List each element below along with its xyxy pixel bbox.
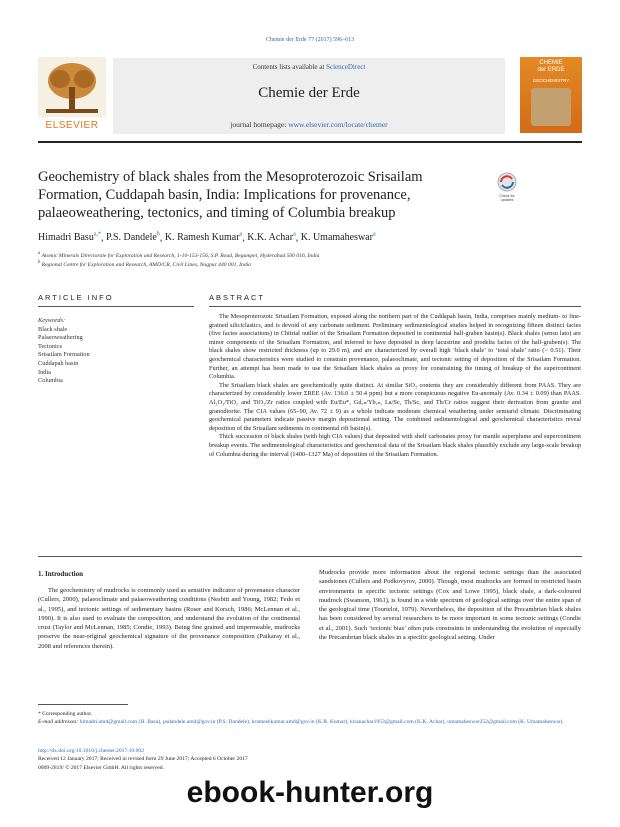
footnote-rule <box>38 704 128 705</box>
article-info-rule <box>38 306 194 307</box>
elsevier-wordmark: ELSEVIER <box>45 120 99 131</box>
abstract-paragraph-2: The Srisailam black shales are geochemically quite distinct. At similar SiO₂ contents they are considerably different from PAAS. They are characterized by considerably lower ΣREE (Av. 136.0 ± 50.4 ppm) but a more conspicuous negative Eu-anomaly (Av. 0.34 ± 0.09) than PAAS. Al₂O₃/TiO₂ and TiO₂/Zr ratios coupled with Eu/Eu*, Gd꜀ₙ/Yb꜀ₙ, La/Sc, Th/Sc, and Th/Cr ratios suggest their derivation from granite and granodiorite. The CIA values (65–90, Av. 72 ± 9) as a whole indicate moderate chemical weathering under semiarid climate. Discriminating geochemical parameters indicate passive margin depositional setting. The combined sedimentological and geochemical characteristics reveal deposition of the Srisailam sediments in continental rift basin(s). <box>209 381 581 432</box>
author-affiliation-sup: b <box>156 232 160 238</box>
keywords-list <box>38 326 188 386</box>
author-name[interactable] <box>106 232 160 243</box>
header-rule <box>38 141 582 143</box>
author-affiliation-sup: a <box>372 232 376 238</box>
keyword-item: Cuddapah basin <box>38 359 79 367</box>
author-name[interactable] <box>165 232 242 243</box>
contents-prefix: Contents lists available at <box>252 63 327 71</box>
sciencedirect-link[interactable]: ScienceDirect <box>326 63 366 71</box>
keywords-block <box>38 317 188 386</box>
intro-left-paragraph: The geochemistry of mudrocks is commonly used as sensitive indicator of provenance character (Cullers, 2000), palaeoclimate and palaeoweathering conditions (Nesbitt and Young, 1982; Fedo et al., 1995), and tectonic settings of sedimentary basins (Roser and Korsch, 1986; McLennan et al., 1990). It is also used to evaluate the composition, and understand the evolution of the continental crust (Taylor and McLennan, 1985; Condie, 1993). Being fine grained and impermeable, mudrocks preserve the near-original geochemical signature of the provenance composition (Paikaray et al., 2008 and references therein). <box>38 587 300 650</box>
article-footer <box>38 747 582 772</box>
article-info-heading: ARTICLE INFO <box>38 293 114 302</box>
footnotes <box>38 710 582 727</box>
author-name-text: K. Ramesh Kumar <box>164 232 240 244</box>
journal-citation[interactable]: Chemie der Erde 77 (2017) 596–613 <box>265 37 355 43</box>
cover-title <box>522 60 580 74</box>
affiliation-a-sup: a <box>38 251 41 256</box>
svg-text:Check for: Check for <box>499 194 515 198</box>
affiliation-a <box>38 251 319 259</box>
copyright: 0009-2819/ © 2017 Elsevier GmbH. All rights reserved. <box>38 764 164 771</box>
author-affiliation-sup: a <box>239 232 243 238</box>
affiliation-b-text: Regional Centre for Exploration and Research, AMD/CR, Civil Lines, Nagpur 440 001, India <box>41 261 251 268</box>
doi-link[interactable]: http://dx.doi.org/10.1016/j.chemer.2017.10.002 <box>38 748 145 754</box>
author-affiliation-sup: a,* <box>93 232 101 238</box>
svg-text:updates: updates <box>500 198 514 202</box>
keyword-item: Palaeoweathering <box>38 334 83 342</box>
keyword-item: India <box>38 368 51 376</box>
keyword-item: Black shale <box>38 325 68 333</box>
author-name[interactable] <box>301 232 376 243</box>
article-title: Geochemistry of black shales from the Mesoproterozoic Srisailam Formation, Cuddapah basin, India: Implications for provenance, palaeoweathering, tectonics, and timing of Columbia breakup <box>38 169 423 221</box>
corresponding-author-note: * Corresponding author. <box>38 711 93 717</box>
check-for-updates-icon[interactable] <box>494 172 520 202</box>
journal-title: Chemie der Erde <box>258 85 360 101</box>
email-addresses <box>38 718 582 726</box>
abstract-paragraph-1: The Mesoproterozoic Srisailam Formation, exposed along the northern part of the Cuddapah basin, India, comprises mainly medium- to fine-grained siliciclastics, and is devoid of any carbonate sediment. Preliminary sedimentological studies helped in recognizing fifteen distinct facies (five facies associations) in Chitrial outlier of the Srisailam Formation deposited in continental half-graben basin(s). Black shales (sensu lato) are minor components of the Srisailam Formation, and inferred to have deposited in deep lacustrine and prodelta facies of the half-graben(s). The black shales show restricted thickness (up to 29.0 m), and are characterized by overall high ‘black shale’ to ‘total shale’ ratio (> 0.51). Their geochemical characteristics were studied to constrain provenance, palaeoclimate, and tectonic setting of deposition of the Srisailam Formation. Further, an attempt has been made to use the Srisailam black shales as proxy for constraining the timing of breakup of the supercontinent Columbia. <box>209 313 581 381</box>
author-name[interactable] <box>38 232 101 243</box>
affiliation-b-sup: b <box>38 260 41 265</box>
email-list[interactable]: himadri.amd@gmail.com (H. Basu), psdandele.amd@gov.in (P.S. Dandele), krameshkumar.amd@gov.in (K.R. Kumar), kiranachar1953@gmail.com (K.K. Achar), umamaheswar252@gmail.com (K. Umamaheswar). <box>79 719 564 726</box>
abstract-heading: ABSTRACT <box>209 293 266 302</box>
homepage-prefix: journal homepage: <box>230 120 289 129</box>
cover-image <box>531 88 571 126</box>
abstract-paragraph-3: Thick succession of black shales (with high CIA values) that deposited with shelf carbonates proxy for mantle superplume and supercontinent breakup events. The sedimentological characteristics and geochemical data of the Srisailam black shales plausibly exclude any large-scale breakup of Columbia during the interval (1400–1327 Ma) of deposition of the Srisailam Formation. <box>209 433 581 458</box>
author-affiliation-sup: a <box>293 232 296 238</box>
abstract-rule <box>209 306 581 307</box>
intro-right-paragraph: Mudrocks provide more information about the regional tectonic settings than the associated sandstones (Cullers and Podkovyrov, 2000). Though, most mudrocks are formed in restricted basin environments in specific tectonic settings (Cox and Lowe 1995), black shale, a dark-coloured mudrock (Swanson, 1961), is found in a wide spectrum of geological settings over the entire span of the geological time (Tourtelot, 1979). Nevertheless, the deposition of the Precambrian black shales has been considered by several researchers to be more important in some tectonic settings (Condie et al., 2001). Such ‘tectonic bias’ often puts constraints in understanding the evolution of especially the Precambrian black shales in a specific geological setting. Under <box>319 569 581 642</box>
introduction-heading: 1. Introduction <box>38 570 83 578</box>
affiliation-a-text: Atomic Minerals Directorate for Exploration and Research, 1-10-153-156, S.P. Road, Begumpet, Hyderabad 500 016, India <box>41 252 320 259</box>
author-name-text: K. Umamaheswar <box>300 232 373 244</box>
keyword-item: Tectonics <box>38 342 63 350</box>
keyword-item: Columbia <box>38 377 63 385</box>
intro-right-column <box>319 568 581 642</box>
abstract-bottom-rule <box>38 556 582 557</box>
keyword-item: Srisailam Formation <box>38 351 90 359</box>
author-name-text: Himadri Basu <box>38 232 94 244</box>
affiliation-b <box>38 260 251 268</box>
cover-subtitle: GEOCHEMISTRY <box>532 78 570 83</box>
author-list: Himadri Basu$^{a,*}$, P.S. Dandele$^b$, K. Ramesh Kumar$^a$, K.K. Achar$^a$, K. Umamaheswar$^a$ <box>38 232 376 244</box>
watermark: ebook-hunter.org <box>186 776 434 809</box>
intro-left-column <box>38 586 300 651</box>
homepage-link[interactable]: www.elsevier.com/locate/chemer <box>288 120 388 129</box>
author-name-text: K.K. Achar <box>247 232 294 244</box>
author-name[interactable] <box>247 232 296 243</box>
cover-title-line1: CHEMIE <box>539 60 563 66</box>
journal-homepage-line <box>113 120 505 129</box>
abstract-body <box>209 313 581 459</box>
keywords-label: Keywords: <box>38 317 66 324</box>
email-label: E-mail addresses: <box>38 719 80 726</box>
cover-title-line2: der ERDE <box>537 67 565 73</box>
received-dates: Received 12 January 2017; Received in revised form 29 June 2017; Accepted 6 October 2017 <box>38 756 248 763</box>
author-name-text: P.S. Dandele <box>106 232 157 244</box>
contents-available-line <box>113 63 505 71</box>
